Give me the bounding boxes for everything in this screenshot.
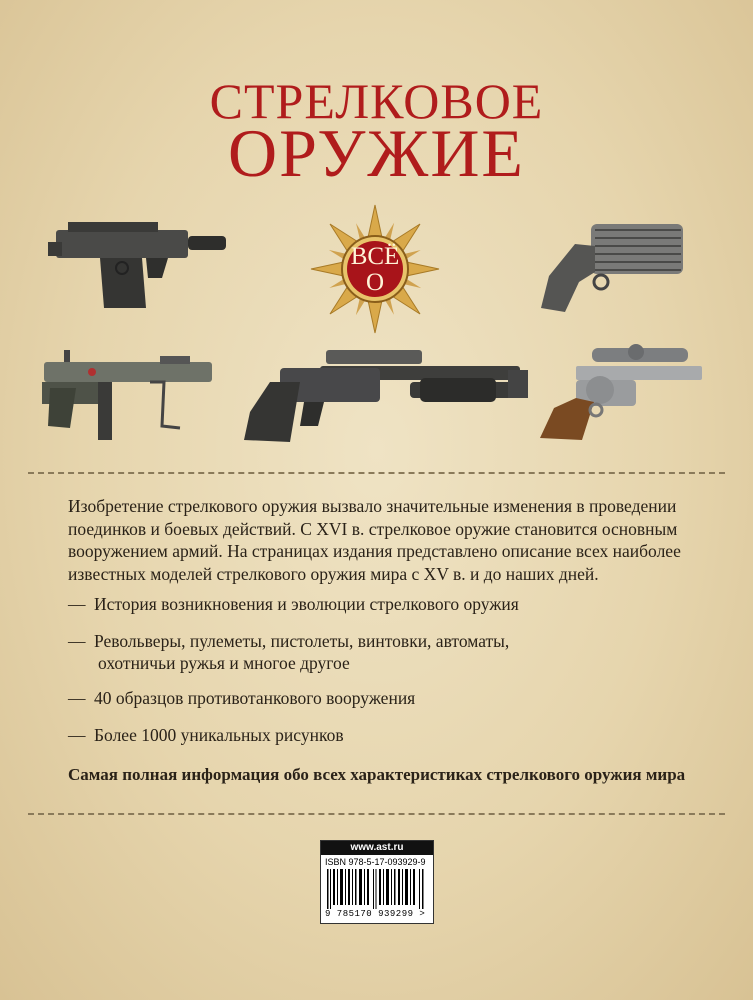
badge-text-2: О <box>365 269 385 296</box>
description-paragraph <box>68 495 698 585</box>
barcode-label <box>320 840 434 924</box>
description-line: поединков и боевых действий. С XVI в. стрелковое оружие становится основным <box>68 518 678 539</box>
tagline: Самая полная информация обо всех характеристиках стрелкового оружия мира <box>68 765 686 784</box>
title-line-1: СТРЕЛКОВОЕ <box>209 73 544 129</box>
scoped-revolver-icon <box>536 344 706 444</box>
badge-text-1: ВСЁ <box>350 243 400 270</box>
submachine-pistol-icon <box>48 216 230 314</box>
pepperbox-revolver-icon <box>535 216 687 314</box>
title-line-2: ОРУЖИЕ <box>228 115 525 191</box>
list-item <box>68 724 344 746</box>
description-line: Изобретение стрелкового оружия вызвало значительные изменения в проведении <box>68 496 677 516</box>
divider-top <box>28 472 725 474</box>
isbn-text: ISBN 978-5-17-093929-9 <box>325 857 426 867</box>
list-item-continuation: охотничьи ружья и многое другое <box>98 653 350 673</box>
barcode-bars-icon <box>327 869 427 909</box>
bullet-dash: — <box>68 688 86 708</box>
list-item-text: Револьверы, пулеметы, пистолеты, винтовки, автоматы, <box>94 631 510 651</box>
list-item-text: История возникновения и эволюции стрелкового оружия <box>94 594 519 614</box>
description-line: известных моделей стрелкового оружия мира с XV в. и до наших дней. <box>68 563 599 584</box>
list-item-text: Более 1000 уникальных рисунков <box>94 725 344 745</box>
list-item <box>68 687 415 709</box>
star-badge <box>309 203 441 335</box>
submachine-gun-icon <box>40 348 220 444</box>
description-line: вооружением армий. На страницах издания представлено описание всех наиболее <box>68 541 681 561</box>
bullet-dash: — <box>68 725 86 745</box>
list-item-text: 40 образцов противотанкового вооружения <box>94 688 416 708</box>
list-item <box>68 630 509 674</box>
list-item <box>68 593 519 615</box>
publisher-site: www.ast.ru <box>321 841 433 855</box>
bullet-dash: — <box>68 594 86 614</box>
divider-bottom <box>28 813 725 815</box>
pump-shotgun-icon <box>240 342 540 448</box>
bullet-dash: — <box>68 631 86 651</box>
barcode-number: 9 785170 939299 > <box>325 909 426 919</box>
